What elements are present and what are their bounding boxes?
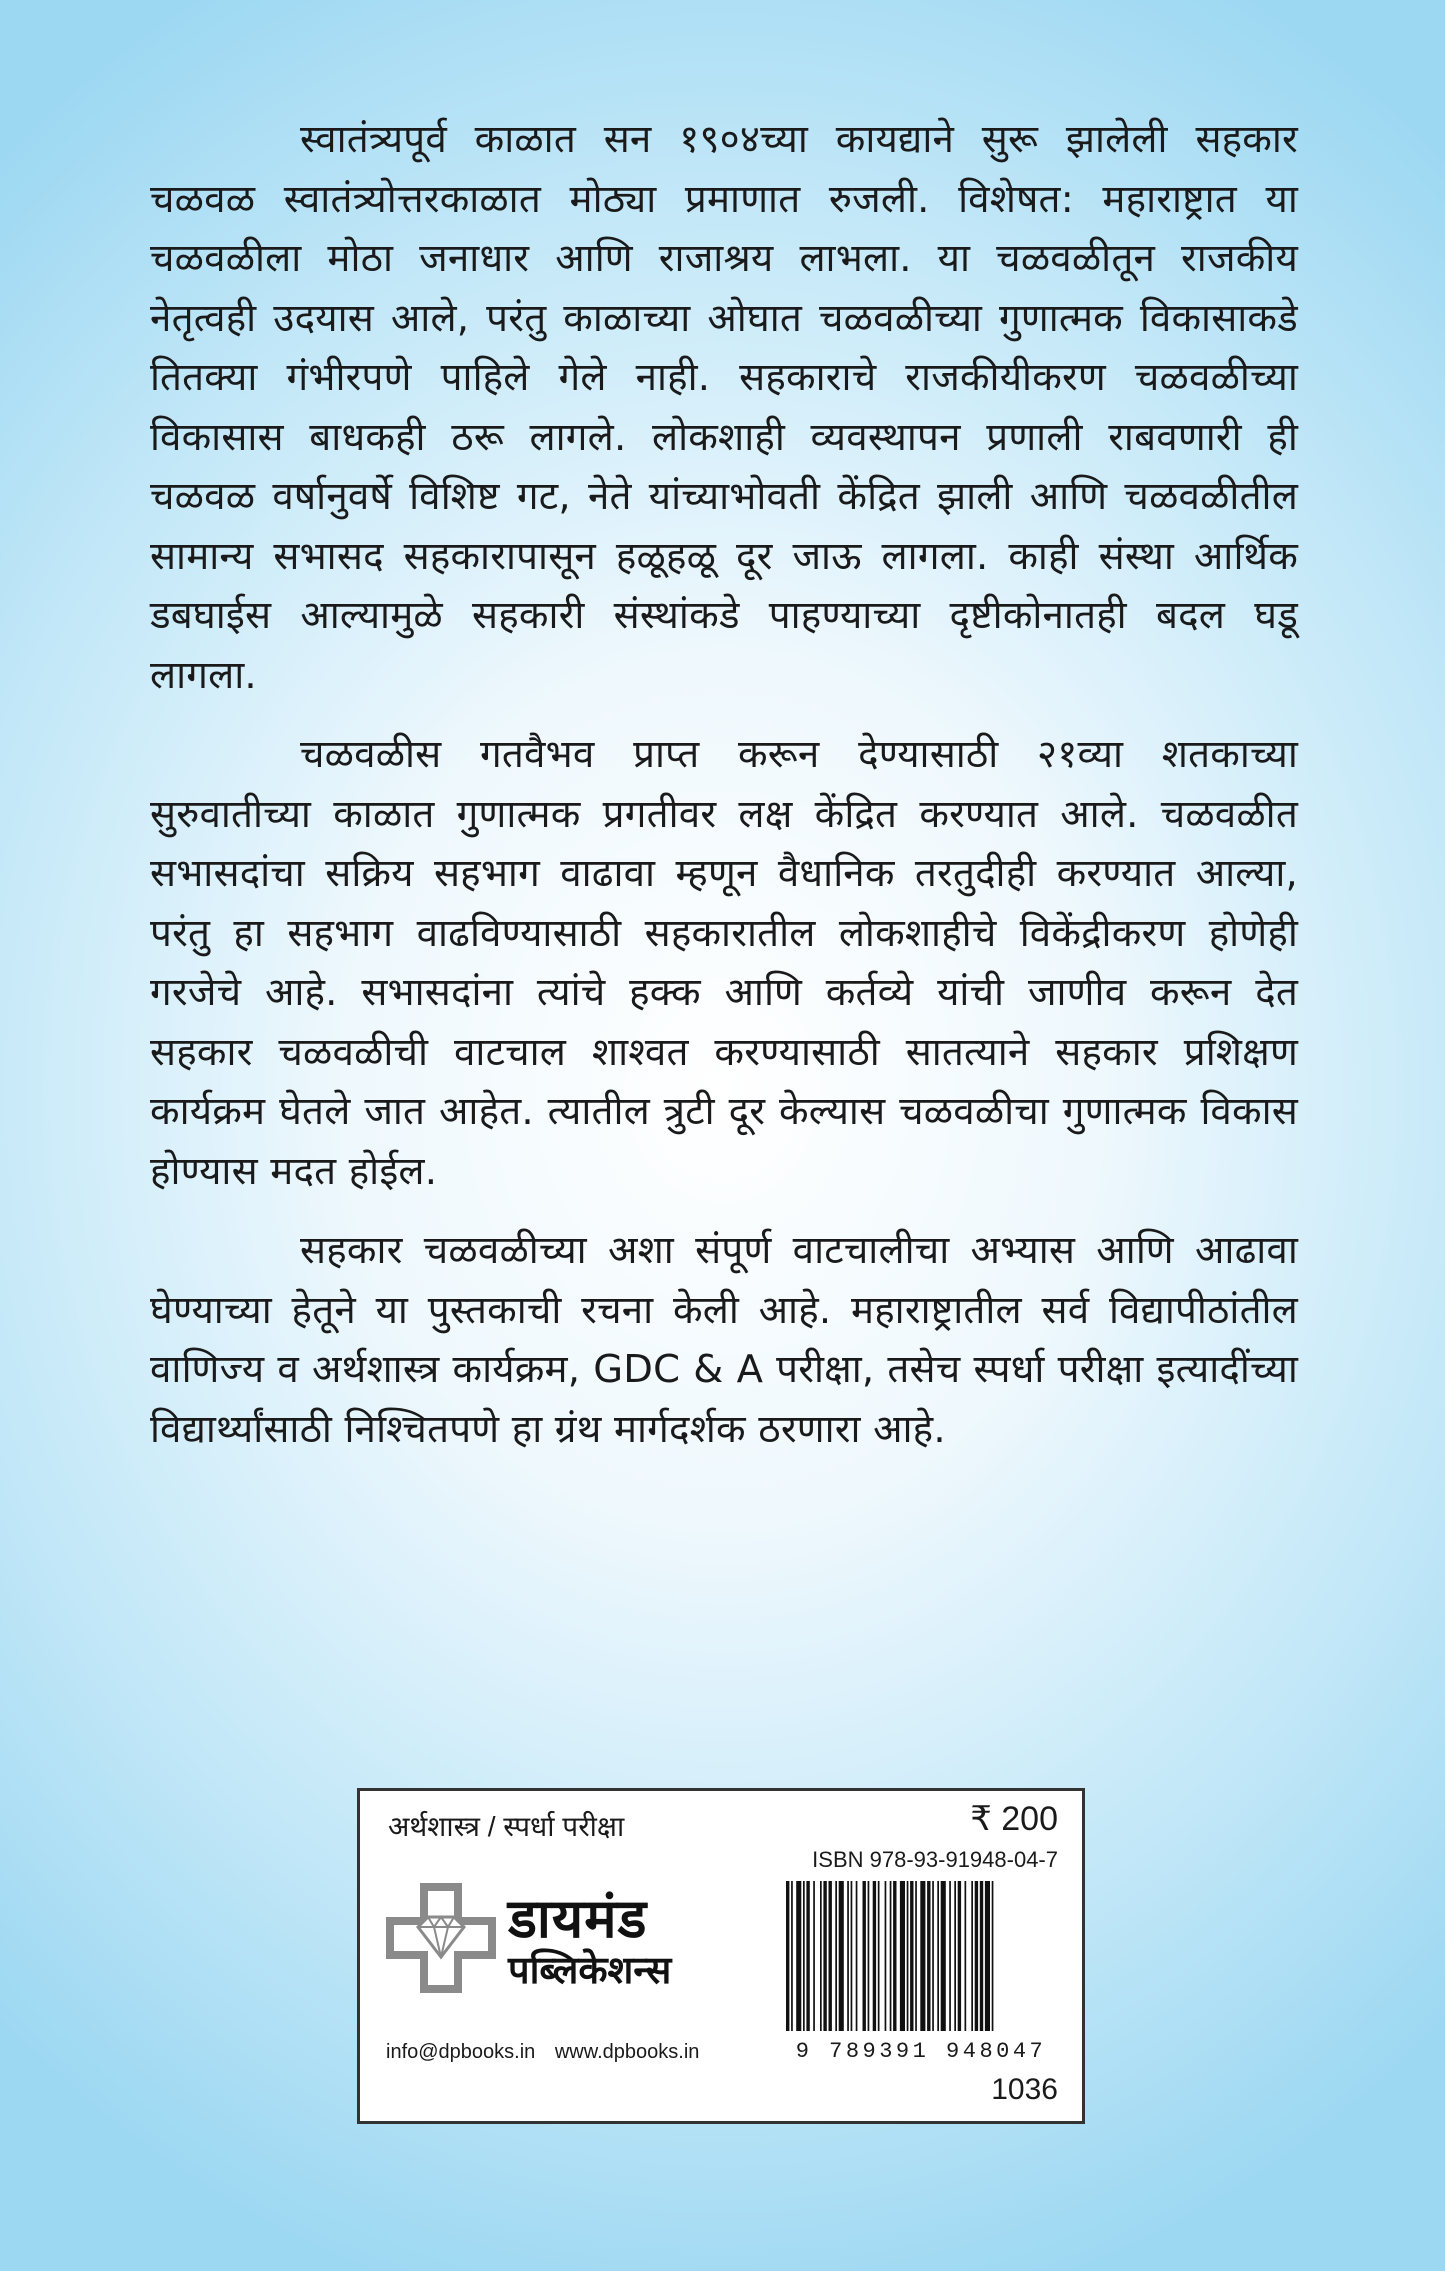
catalog-code: 1036 <box>991 2073 1058 2106</box>
publisher-name-line1: डायमंड <box>508 1887 648 1950</box>
barcode-digits: 9 789391 948047 <box>795 2039 1047 2064</box>
price-label: ₹ 200 <box>970 1800 1058 1838</box>
isbn-label: ISBN 978-93-91948-04-7 <box>812 1847 1058 1872</box>
blurb-paragraph-1: स्वातंत्र्यपूर्व काळात सन १९०४च्या कायद्याने सुरू झालेली सहकार चळवळ स्वातंत्र्योत्तरकाळात मोठ्या प्रमाणात रुजली. विशेषत: महाराष्ट्रात या चळवळीला मोठा जनाधार आणि राजाश्रय लाभला. या चळवळीतून राजकीय नेतृत्वही उदयास आले, परंतु काळाच्या ओघात चळवळीच्या गुणात्मक विकासाकडे तितक्या गंभीरपणे पाहिले गेले नाही. सहकाराचे राजकीयीकरण चळवळीच्या विकासास बाधकही ठरू लागले. लोकशाही व्यवस्थापन प्रणाली राबवणारी ही चळवळ वर्षानुवर्षे विशिष्ट गट, नेते यांच्याभोवती केंद्रित झाली आणि चळवळीतील सामान्य सभासद सहकारापासून हळूहळू दूर जाऊ लागला. काही संस्था आर्थिक डबघाईस आल्यामुळे सहकारी संस्थांकडे पाहण्याच्या दृष्टीकोनातही बदल घडू लागला. <box>150 117 1298 698</box>
publisher-website: www.dpbooks.in <box>554 2041 700 2063</box>
blurb-paragraph-3: सहकार चळवळीच्या अशा संपूर्ण वाटचालीचा अभ्यास आणि आढावा घेण्याच्या हेतूने या पुस्तकाची रचना केली आहे. महाराष्ट्रातील सर्व विद्यापीठांतील वाणिज्य व अर्थशास्त्र कार्यक्रम, GDC & A परीक्षा, तसेच स्पर्धा परीक्षा इत्यादींच्या विद्यार्थ्यांसाठी निश्चितपणे हा ग्रंथ मार्गदर्शक ठरणारा आहे. <box>150 1228 1298 1452</box>
book-category: अर्थशास्त्र / स्पर्धा परीक्षा <box>388 1811 625 1842</box>
back-cover-blurb <box>150 110 1298 1479</box>
diamond-cross-icon <box>386 1883 496 1993</box>
publisher-email: info@dpbooks.in <box>386 2041 536 2063</box>
publisher-logo <box>386 1883 786 2003</box>
blurb-paragraph-2: चळवळीस गतवैभव प्राप्त करून देण्यासाठी २१व्या शतकाच्या सुरुवातीच्या काळात गुणात्मक प्रगतीवर लक्ष केंद्रित करण्यात आले. चळवळीत सभासदांचा सक्रिय सहभाग वाढावा म्हणून वैधानिक तरतुदीही करण्यात आल्या, परंतु हा सहभाग वाढविण्यासाठी सहकारातील लोकशाहीचे विकेंद्रीकरण होणेही गरजेचे आहे. सभासदांना त्यांचे हक्क आणि कर्तव्ये यांची जाणीव करून देत सहकार चळवळीची वाटचाल शाश्वत करण्यासाठी सातत्याने सहकार प्रशिक्षण कार्यक्रम घेतले जात आहेत. त्यातील त्रुटी दूर केल्यास चळवळीचा गुणात्मक विकास होण्यास मदत होईल. <box>150 732 1298 1194</box>
isbn-barcode <box>780 1881 1062 2031</box>
publisher-contact <box>386 2041 699 2064</box>
publisher-name-line2: पब्लिकेशन्स <box>508 1948 672 1992</box>
publisher-info-box <box>357 1788 1085 2124</box>
